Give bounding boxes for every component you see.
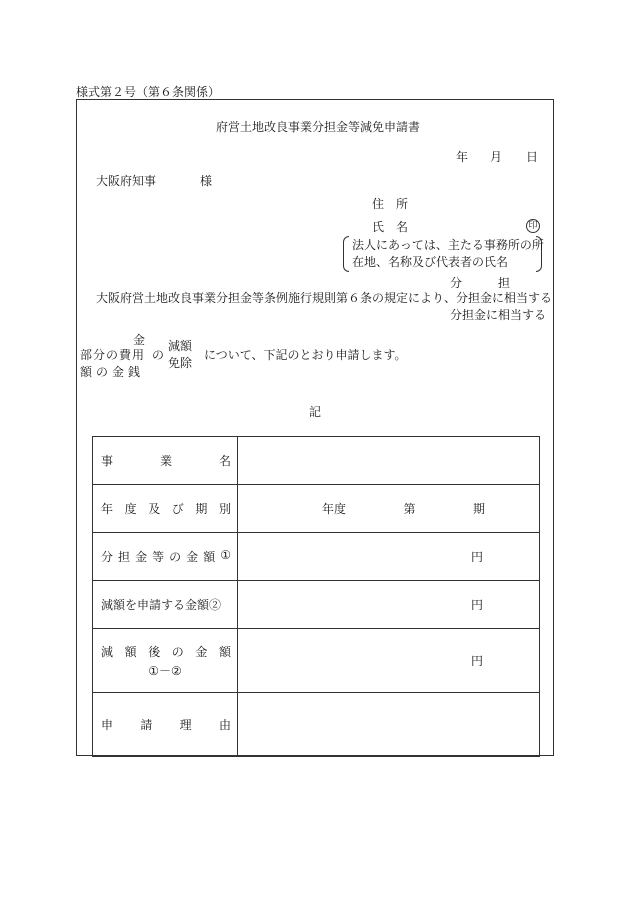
date-day: 日 <box>526 150 539 164</box>
seal-mark: 印 <box>526 219 540 233</box>
table-row <box>93 693 540 757</box>
ki-heading: 記 <box>309 405 322 419</box>
table-row <box>93 629 540 693</box>
row-label-cell <box>93 437 238 485</box>
label-amount-after: 減 額 後 の 金 額 <box>101 644 231 659</box>
form-number: 様式第２号（第６条関係） <box>76 85 221 99</box>
option-part-fee: 部分の費用 <box>80 348 146 362</box>
label-formula: ①－② <box>148 663 182 678</box>
table-row <box>93 437 540 485</box>
body-line-2: 分担金に相当する <box>450 308 547 322</box>
label-project-name: 事 業 名 <box>101 454 231 468</box>
period-unit: 期 <box>472 502 485 516</box>
amount-after-field[interactable]: 円 <box>238 629 540 693</box>
table-row <box>93 581 540 629</box>
row-label-cell <box>93 533 238 581</box>
project-name-field[interactable] <box>238 437 540 485</box>
date-year: 年 <box>456 150 469 164</box>
row-label-cell <box>93 629 238 693</box>
row-label-cell <box>93 485 238 533</box>
amount-1-field[interactable]: 円 <box>238 533 540 581</box>
address-label: 住 所 <box>372 197 409 211</box>
name-label: 氏 名 <box>372 220 409 234</box>
details-table <box>92 436 540 757</box>
form-title: 府営土地改良事業分担金等減免申請書 <box>216 120 421 134</box>
corp-note-line-2: 在地、名称及び代表者の氏名 <box>352 255 509 269</box>
label-amount-1: 分 担 金 等 の 金 額 ① <box>101 548 231 564</box>
date-month: 月 <box>490 150 503 164</box>
closing-text: について、下記のとおり申請します。 <box>204 348 407 362</box>
period-prefix: 第 <box>403 502 416 516</box>
label-reason: 申 請 理 由 <box>101 718 231 732</box>
body-line-1: 大阪府営土地改良事業分担金等条例施行規則第６条の規定により、分担金に相当する <box>96 291 553 305</box>
row-label-cell <box>93 693 238 757</box>
reason-field[interactable] <box>238 693 540 757</box>
option-menjo: 免除 <box>168 356 193 370</box>
amount-2-field[interactable]: 円 <box>238 581 540 629</box>
year-period-field[interactable] <box>238 485 540 533</box>
addressee-name: 大阪府知事 <box>96 174 157 188</box>
year-unit: 年度 <box>322 502 347 516</box>
table-row <box>93 485 540 533</box>
corp-note-line-1: 法人にあっては、主たる事務所の所 <box>352 238 544 252</box>
addressee-honorific: 様 <box>200 174 213 188</box>
label-year-period: 年 度 及 び 期 別 <box>101 502 231 516</box>
option-bundan: 分 担 <box>450 276 511 290</box>
bracket-left <box>343 236 349 272</box>
option-kin: 金 <box>133 333 146 347</box>
row-label-cell <box>93 581 238 629</box>
option-gengaku: 減額 <box>168 339 193 353</box>
table-row <box>93 533 540 581</box>
label-amount-2: 減額を申請する金額② <box>101 598 222 612</box>
option-no: の <box>152 348 165 362</box>
option-amount: 額の金銭 <box>80 365 145 379</box>
